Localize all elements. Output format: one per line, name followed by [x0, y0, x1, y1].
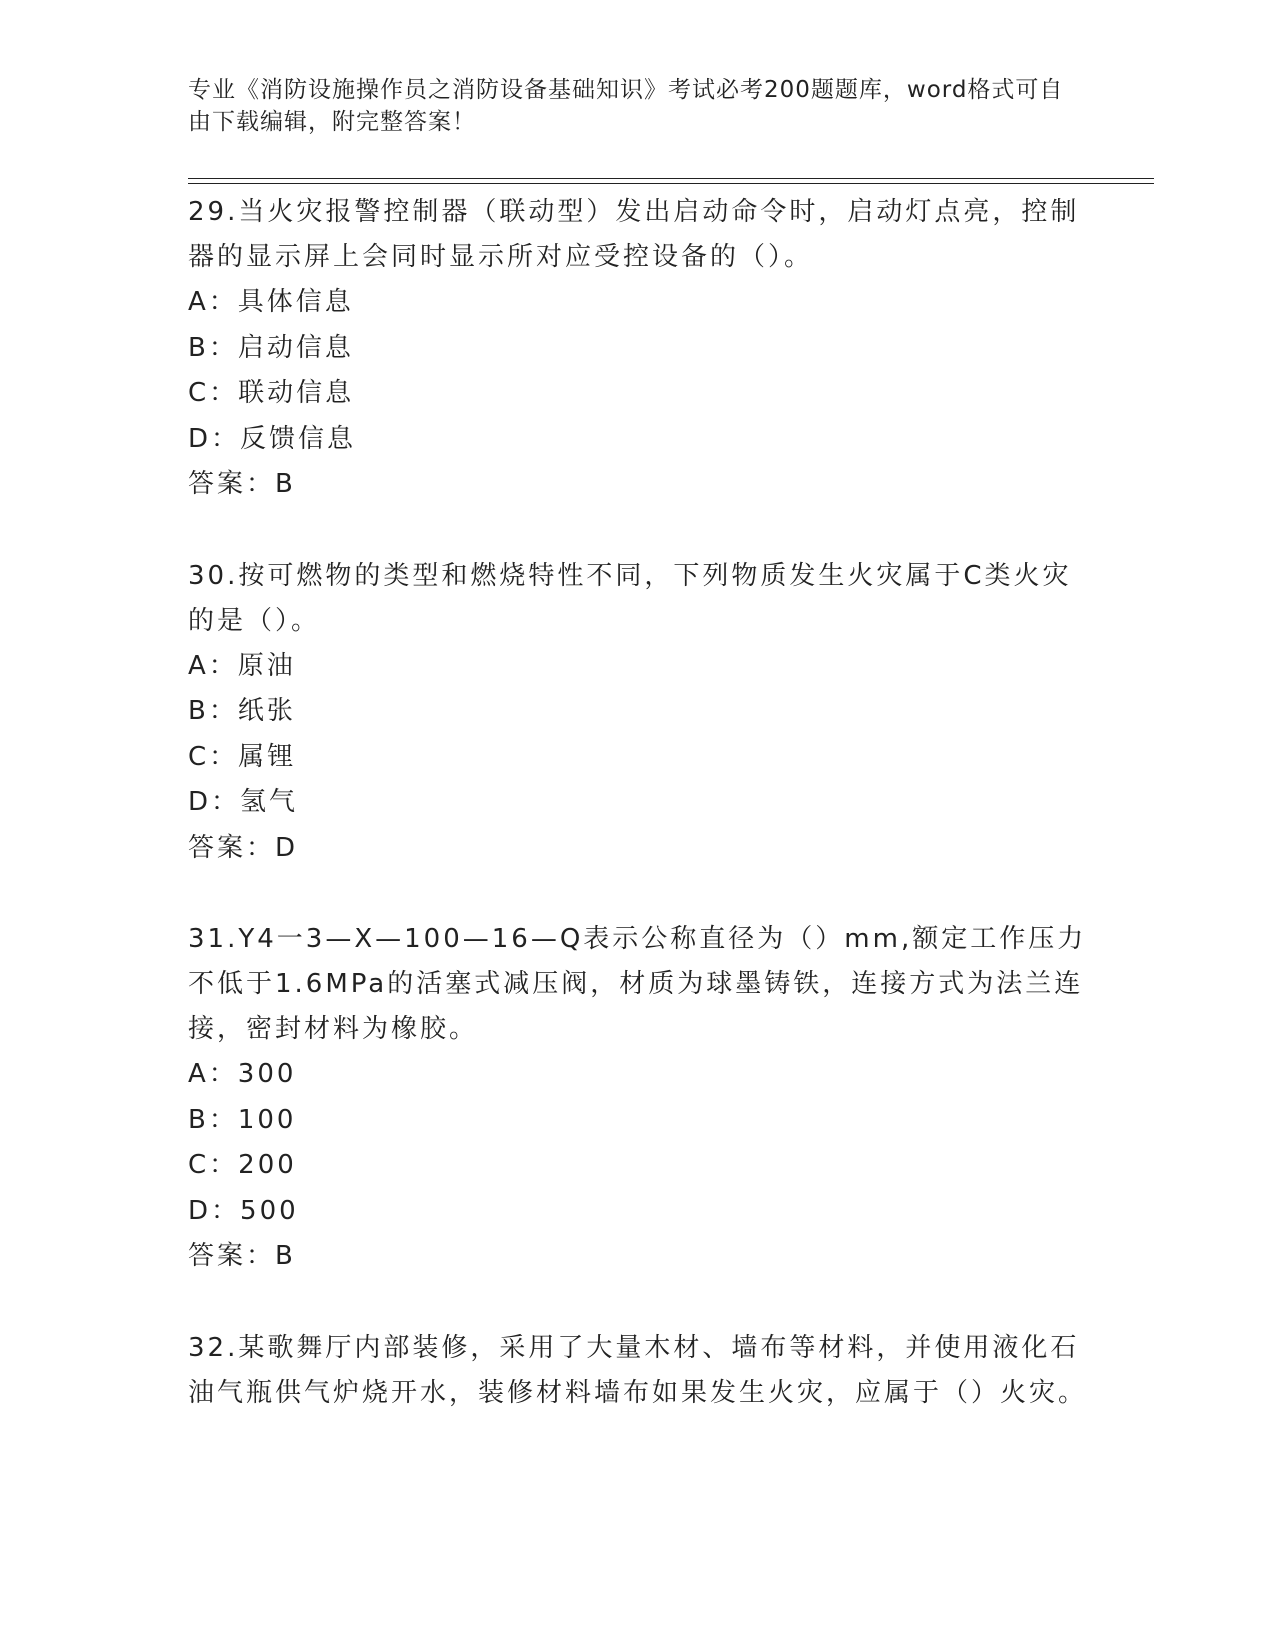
option-a: A：原油 [188, 650, 296, 681]
question-text: 29.当火灾报警控制器（联动型）发出启动命令时，启动灯点亮，控制器的显示屏上会同时显示所对应受控设备的（）。 [188, 197, 1080, 272]
question-text: 31.Y4一3—X—100—16—Q表示公称直径为（）mm,额定工作压力不低于1.6MPa的活塞式减压阀，材质为球墨铸铁，连接方式为法兰连接，密封材料为橡胶。 [188, 924, 1087, 1044]
option-c: C：属锂 [188, 741, 297, 772]
option-c: C：联动信息 [188, 378, 355, 408]
document-header [188, 74, 1068, 138]
answer: 答案：B [188, 469, 296, 499]
question-29 [188, 190, 1088, 508]
question-31 [188, 917, 1088, 1280]
option-d: D：反馈信息 [188, 423, 357, 454]
option-b: B：100 [188, 1104, 297, 1135]
option-b: B：纸张 [188, 696, 296, 726]
question-30 [188, 554, 1088, 872]
option-a: A：具体信息 [188, 287, 354, 317]
option-a: A：300 [188, 1059, 297, 1089]
question-32 [188, 1326, 1088, 1416]
answer: 答案：B [188, 1241, 296, 1271]
header-intro-text: 专业《消防设施操作员之消防设备基础知识》考试必考200题题库，word格式可自由下载编辑，附完整答案！ [188, 77, 1064, 135]
question-list [188, 190, 1088, 1462]
option-d: D：500 [188, 1195, 299, 1226]
header-divider-top [188, 178, 1154, 179]
option-c: C：200 [188, 1150, 297, 1180]
question-text: 32.某歌舞厅内部装修，采用了大量木材、墙布等材料，并使用液化石油气瓶供气炉烧开水，装修材料墙布如果发生火灾，应属于（）火灾。 [188, 1332, 1088, 1408]
question-text: 30.按可燃物的类型和燃烧特性不同，下列物质发生火灾属于C类火灾的是（）。 [188, 560, 1072, 636]
option-b: B：启动信息 [188, 332, 354, 363]
option-d: D：氢气 [188, 787, 299, 817]
header-divider-bottom [188, 183, 1154, 184]
answer: 答案：D [188, 832, 299, 863]
